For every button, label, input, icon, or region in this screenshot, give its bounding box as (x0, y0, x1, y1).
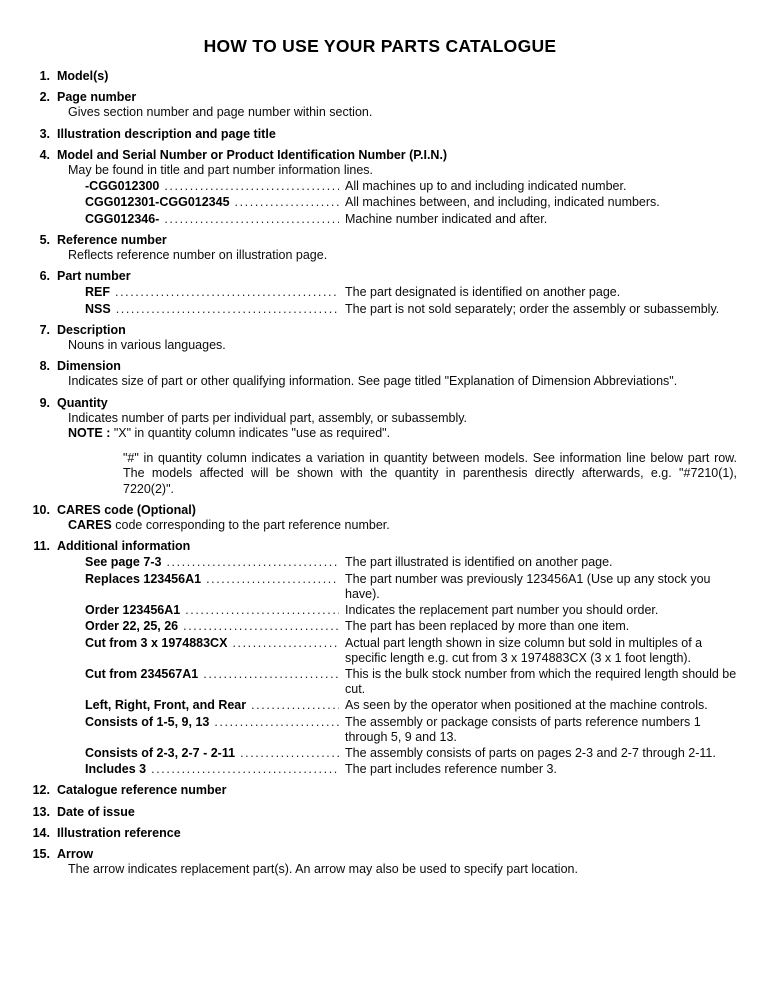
list-item-12 (23, 783, 737, 798)
term-label: Includes 3 (85, 762, 147, 777)
item-number: 8. (39, 359, 50, 374)
list-item-2 (23, 90, 737, 120)
item-heading: Arrow (57, 846, 94, 861)
term-definition: The part is not sold separately; order the assembly or subassembly. (345, 301, 720, 316)
term-definition: As seen by the operator when positioned at the machine controls. (345, 698, 708, 713)
term-label: Consists of 2-3, 2-7 - 2-11 (85, 745, 236, 760)
item-heading: Illustration description and page title (57, 126, 276, 141)
definition-row (85, 762, 737, 777)
item-number: 7. (39, 322, 50, 337)
definition-row (85, 636, 737, 666)
definition-row (85, 302, 737, 317)
dot-leader (166, 555, 339, 570)
list-item-10 (23, 503, 737, 533)
list-item-6 (23, 269, 737, 317)
item-heading: Model and Serial Number or Product Identification Number (P.I.N.) (57, 147, 448, 162)
cares-label: CARES (68, 518, 112, 533)
item-number: 11. (33, 539, 50, 554)
term-label: Consists of 1-5, 9, 13 (85, 714, 210, 729)
item-number: 2. (39, 90, 50, 105)
term-label: Replaces 123456A1 (85, 571, 202, 586)
definition-row (85, 715, 737, 745)
term-definition: Machine number indicated and after. (345, 211, 548, 226)
item-number: 12. (32, 783, 50, 798)
term-label: -CGG012300 (85, 179, 160, 194)
list-item-14 (23, 826, 737, 841)
item-number: 5. (39, 232, 50, 247)
dot-leader (214, 715, 339, 730)
list-item-7 (23, 323, 737, 353)
term-definition: The part number was previously 123456A1 (Use up any stock you have). (345, 571, 711, 601)
item-heading: Dimension (57, 359, 121, 374)
definition-row (85, 603, 737, 618)
dot-leader (203, 667, 339, 682)
dot-leader (151, 762, 339, 777)
term-definition: The part illustrated is identified on another page. (345, 555, 613, 570)
term-definition: The part includes reference number 3. (345, 762, 557, 777)
note-line (68, 426, 737, 441)
dot-leader (116, 302, 339, 317)
item-paragraph: Gives section number and page number within section. (68, 105, 373, 120)
term-label: CGG012346- (85, 211, 160, 226)
list-item-5 (23, 233, 737, 263)
term-definition: All machines between, and including, indicated numbers. (345, 195, 660, 210)
item-paragraph (68, 518, 737, 533)
list-item-9 (23, 396, 737, 497)
dot-leader (164, 212, 339, 227)
dot-leader (240, 746, 339, 761)
item-number: 3. (39, 126, 50, 141)
item-heading: Additional information (57, 539, 191, 554)
definition-row (85, 619, 737, 634)
definition-row (85, 555, 737, 570)
note-text: "X" in quantity column indicates "use as required". (110, 426, 391, 441)
item-paragraph: May be found in title and part number information lines. (68, 163, 374, 178)
item-heading: Catalogue reference number (57, 783, 227, 798)
dot-leader (206, 572, 339, 587)
item-number: 6. (39, 269, 50, 284)
note-continuation: "#" in quantity column indicates a variation in quantity between models. See information line below part row. The models affected will be shown with the quantity in parenthesis directly afterwards, e.g. "#7210(1), 7220(2)". (123, 451, 737, 496)
list-item-13 (23, 805, 737, 820)
term-definition: Actual part length shown in size column but sold in multiples of a specific length e.g. cut from 3 x 1974883CX (3 x 1 foot length). (345, 635, 703, 665)
item-heading: Model(s) (57, 69, 109, 83)
item-heading: Description (57, 322, 126, 337)
item-heading: Quantity (57, 395, 108, 410)
dot-leader (185, 603, 339, 618)
definition-row (85, 212, 737, 227)
item-paragraph: Nouns in various languages. (68, 338, 226, 353)
note-label: NOTE : (68, 426, 111, 441)
item-number: 10. (32, 502, 50, 517)
item-number: 15. (32, 846, 50, 861)
dot-leader (164, 179, 339, 194)
list-item-8 (23, 359, 737, 389)
term-definition: Indicates the replacement part number you should order. (345, 603, 659, 618)
definition-row (85, 698, 737, 713)
term-label: See page 7-3 (85, 555, 162, 570)
term-definition: The assembly consists of parts on pages 2-3 and 2-7 through 2-11. (345, 745, 716, 760)
definition-row (85, 179, 737, 194)
term-definition: The assembly or package consists of parts reference numbers 1 through 5, 9 and 13. (345, 714, 701, 744)
definition-list (85, 285, 737, 316)
item-number: 1. (39, 69, 50, 83)
term-definition: The part has been replaced by more than one item. (345, 619, 630, 634)
dot-leader (251, 698, 339, 713)
definition-list (85, 555, 737, 777)
definition-row (85, 746, 737, 761)
term-label: REF (85, 285, 110, 300)
list-item-1 (23, 69, 737, 84)
definition-row (85, 667, 737, 697)
term-definition: All machines up to and including indicated number. (345, 179, 627, 194)
item-paragraph: Reflects reference number on illustration page. (68, 248, 328, 263)
list-item-11 (23, 539, 737, 777)
item-heading: Illustration reference (57, 825, 181, 840)
page-title: HOW TO USE YOUR PARTS CATALOGUE (203, 36, 557, 56)
item-paragraph: Indicates size of part or other qualifying information. See page titled "Explanation of Dimension Abbreviations". (68, 374, 678, 389)
term-label: CGG012301-CGG012345 (85, 195, 230, 210)
term-label: Order 123456A1 (85, 603, 181, 618)
dot-leader (115, 285, 339, 300)
definition-row (85, 572, 737, 602)
item-heading: Page number (57, 90, 137, 105)
item-paragraph: The arrow indicates replacement part(s). An arrow may also be used to specify part location. (68, 862, 578, 877)
list-item-15 (23, 847, 737, 877)
term-label: Cut from 3 x 1974883CX (85, 635, 228, 650)
item-heading: Date of issue (57, 804, 135, 819)
item-number: 14. (32, 825, 50, 840)
definition-row (85, 195, 737, 210)
dot-leader (235, 195, 339, 210)
paragraph-text: code corresponding to the part reference number. (111, 518, 390, 533)
item-heading: CARES code (Optional) (57, 502, 196, 517)
term-label: Left, Right, Front, and Rear (85, 698, 247, 713)
list-item-4 (23, 148, 737, 227)
term-label: Order 22, 25, 26 (85, 619, 179, 634)
item-heading: Reference number (57, 232, 167, 247)
term-definition: This is the bulk stock number from which the required length should be cut. (345, 666, 737, 697)
term-label: NSS (85, 301, 111, 316)
definition-row (85, 285, 737, 300)
dot-leader (183, 619, 339, 634)
term-definition: The part designated is identified on another page. (345, 285, 621, 300)
item-paragraph: Indicates number of parts per individual part, assembly, or subassembly. (68, 410, 468, 425)
item-number: 13. (32, 804, 50, 819)
item-number: 4. (39, 147, 50, 162)
term-label: Cut from 234567A1 (85, 666, 199, 681)
item-heading: Part number (57, 269, 131, 284)
item-number: 9. (39, 395, 50, 410)
dot-leader (232, 636, 339, 651)
definition-list (85, 179, 737, 227)
list-item-3 (23, 127, 737, 142)
